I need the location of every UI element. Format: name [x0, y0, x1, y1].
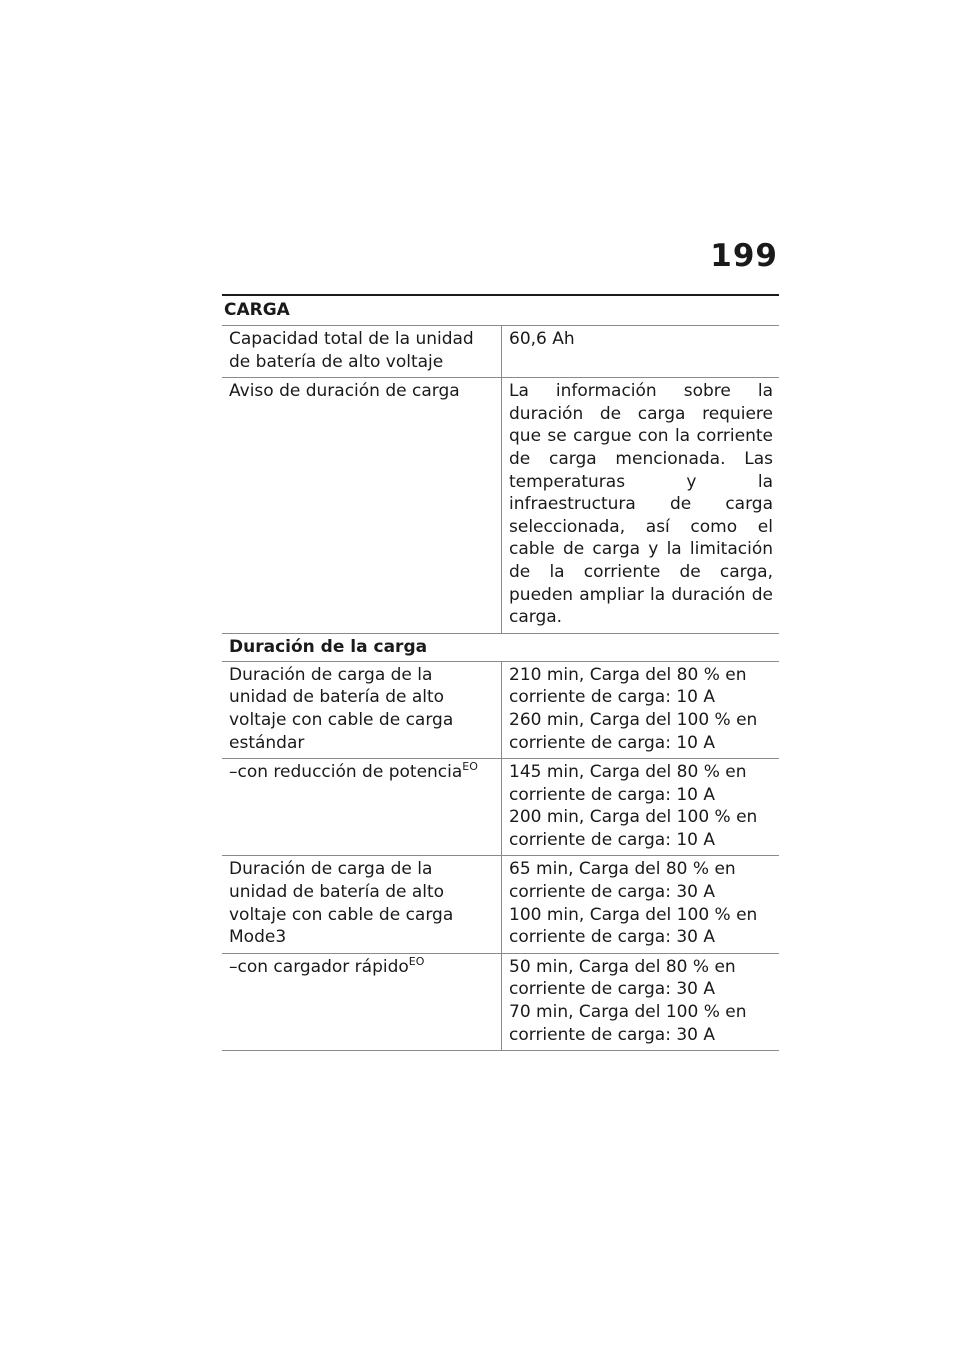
- duration-value: 70 min, Carga del 100 % en corriente de carga: 30 A: [509, 1002, 747, 1045]
- row-label-text: Duración de carga de la unidad de batería de alto voltaje con cable de carga Mode3: [229, 859, 454, 948]
- table-row-charge-notice: [222, 377, 779, 633]
- page-number: 199: [710, 238, 778, 274]
- section-title: CARGA: [224, 300, 290, 320]
- row-value: La información sobre la duración de carga requiere que se cargue con la corriente de carga mencionada. Las temperaturas y la infraestructura de carga seleccionada, así como el cable de carga y la limitación de la corriente de carga, pueden ampliar la duración de carga.: [501, 378, 779, 633]
- table-row-capacity: [222, 325, 779, 377]
- row-value: [501, 662, 779, 758]
- row-value: [501, 759, 779, 855]
- row-value: [501, 954, 779, 1050]
- duration-value: 100 min, Carga del 100 % en corriente de carga: 30 A: [509, 904, 758, 948]
- duration-value: 200 min, Carga del 100 % en corriente de carga: 10 A: [509, 807, 758, 850]
- option-marker: EO: [462, 760, 478, 774]
- duration-value: 145 min, Carga del 80 % en corriente de carga: 10 A: [509, 762, 747, 805]
- row-label: [222, 954, 501, 1050]
- duration-value: 260 min, Carga del 100 % en corriente de carga: 10 A: [509, 709, 758, 753]
- duration-value: 210 min, Carga del 80 % en corriente de carga: 10 A: [509, 664, 747, 708]
- charging-section: [222, 294, 779, 1051]
- row-label-text: Duración de carga de la unidad de batería de alto voltaje con cable de carga estándar: [229, 664, 454, 753]
- duration-value: 50 min, Carga del 80 % en corriente de carga: 30 A: [509, 956, 736, 1000]
- option-marker: EO: [408, 954, 425, 968]
- row-label: [222, 662, 501, 758]
- row-label: Capacidad total de la unidad de batería de alto voltaje: [229, 329, 474, 372]
- table-row-standard-cable: [222, 661, 779, 758]
- row-label-text: –con reducción de potencia: [229, 762, 463, 783]
- row-label-text: –con cargador rápido: [229, 956, 409, 977]
- subheading-charge-duration: Duración de la carga: [222, 633, 779, 661]
- row-label: [222, 759, 501, 855]
- duration-value: 65 min, Carga del 80 % en corriente de carga: 30 A: [509, 859, 736, 903]
- row-value: [501, 856, 779, 952]
- table-row-mode3-cable: [222, 855, 779, 952]
- table-row-fast-charger: [222, 953, 779, 1051]
- table-row-reduced-power: [222, 758, 779, 855]
- row-label: Aviso de duración de carga: [229, 381, 460, 402]
- row-label: [222, 856, 501, 952]
- row-value: 60,6 Ah: [501, 326, 779, 377]
